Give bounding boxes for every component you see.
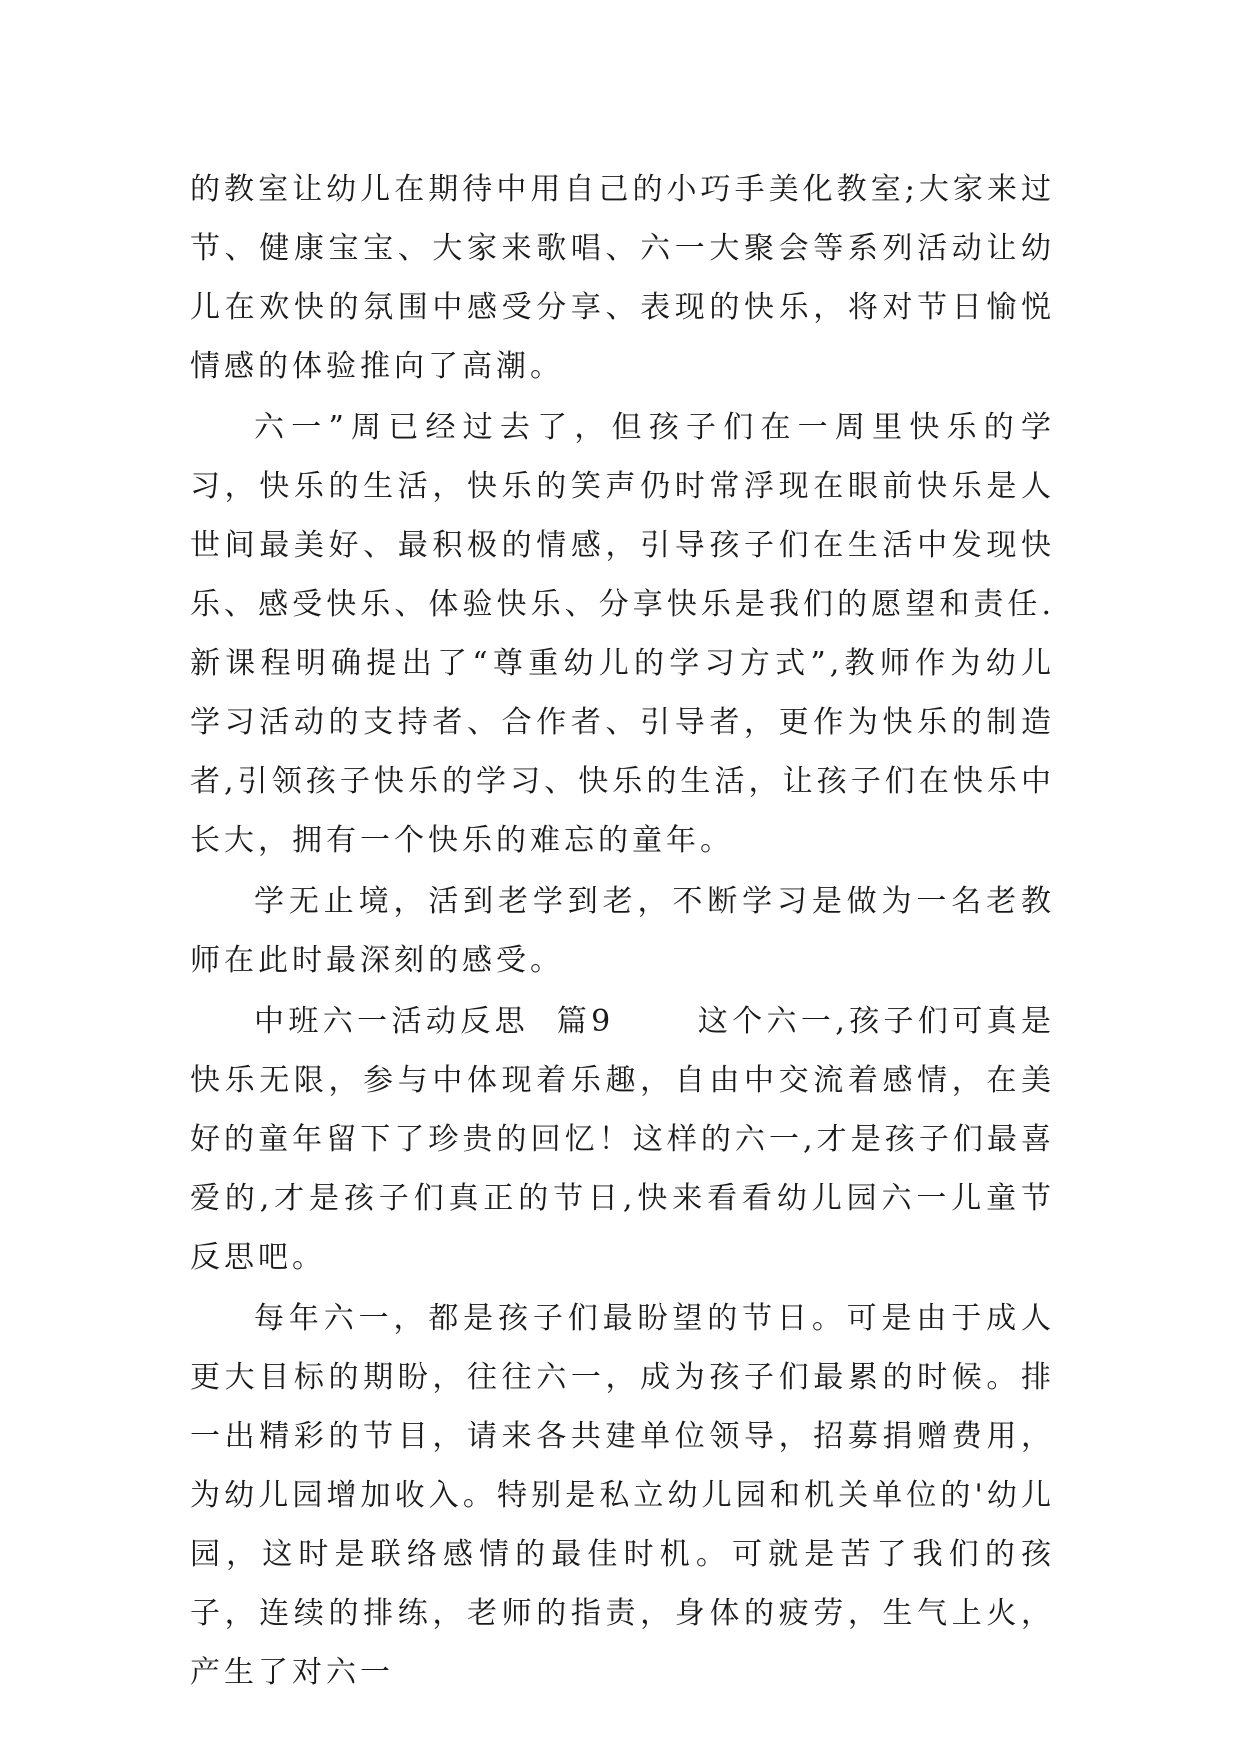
document-body xyxy=(190,160,1055,1704)
paragraph-2: 六一”周已经过去了，但孩子们在一周里快乐的学习，快乐的生活，快乐的笑声仍时常浮现在眼前快乐是人世间最美好、最积极的情感，引导孩子们在生活中发现快乐、感受快乐、体验快乐、分享快乐是我们的愿望和责任.新课程明确提出了“尊重幼儿的学习方式”,教师作为幼儿学习活动的支持者、合作者、引导者，更作为快乐的制造者,引领孩子快乐的学习、快乐的生活，让孩子们在快乐中长大，拥有一个快乐的难忘的童年。 xyxy=(190,410,1055,858)
paragraph-1: 的教室让幼儿在期待中用自己的小巧手美化教室;大家来过节、健康宝宝、大家来歌唱、六一大聚会等系列活动让幼儿在欢快的氛围中感受分享、表现的快乐，将对节日愉悦情感的体验推向了高潮。 xyxy=(190,172,1055,384)
paragraph-3: 学无止境，活到老学到老，不断学习是做为一名老教师在此时最深刻的感受。 xyxy=(190,884,1055,978)
paragraph-5: 每年六一，都是孩子们最盼望的节日。可是由于成人更大目标的期盼，往往六一，成为孩子们最累的时候。排一出精彩的节目，请来各共建单位领导，招募捐赠费用，为幼儿园增加收入。特别是私立幼儿园和机关单位的'幼儿园，这时是联络感情的最佳时机。可就是苦了我们的孩子，连续的排练，老师的指责，身体的疲劳，生气上火，产生了对六一 xyxy=(190,1301,1055,1690)
paragraph-4: 中班六一活动反思 篇9 这个六一,孩子们可真是快乐无限，参与中体现着乐趣，自由中交流着感情，在美好的童年留下了珍贵的回忆！这样的六一,才是孩子们最喜爱的,才是孩子们真正的节日,快来看看幼儿园六一儿童节反思吧。 xyxy=(190,1004,1055,1275)
